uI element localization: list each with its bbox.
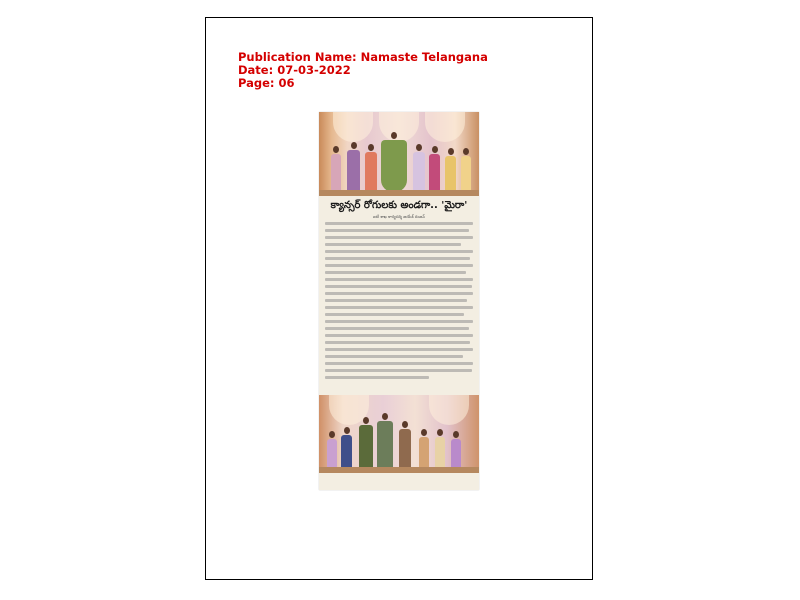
article-body [325,222,473,383]
document-page [205,17,593,580]
publication-name: Publication Name: Namaste Telangana [238,50,488,64]
article-headline: క్యాన్సర్ రోగులకు అండగా.. 'మైరా' [330,200,468,211]
publication-date: Date: 07-03-2022 [238,63,351,77]
newspaper-clipping [319,112,479,490]
article-byline: ఐటీ శాఖ కార్యదర్శి జయేశ్ రంజన్ [373,214,425,219]
publication-info [238,51,488,90]
fashion-show-photo-bottom [319,395,479,473]
publication-page: Page: 06 [238,76,295,90]
fashion-show-photo-top [319,112,479,196]
